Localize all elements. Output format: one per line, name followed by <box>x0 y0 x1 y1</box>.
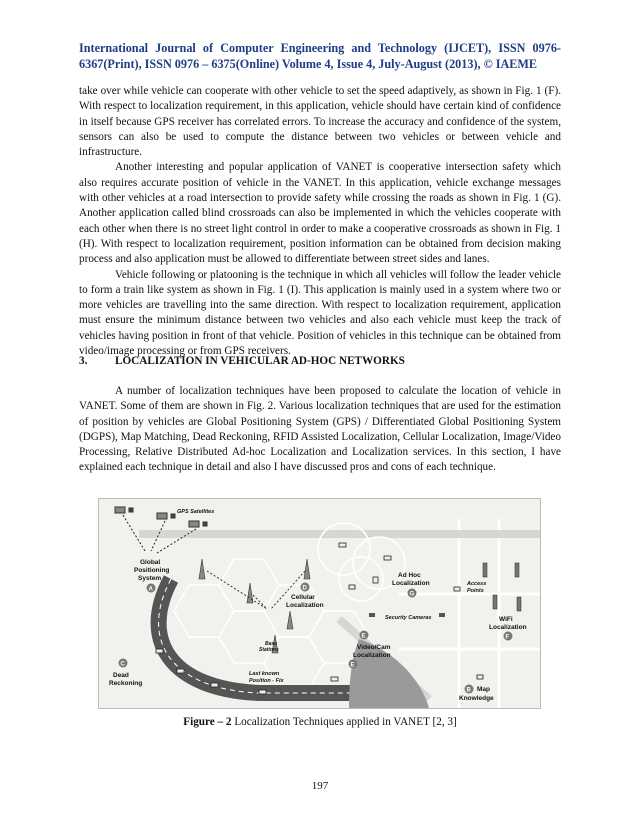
label-dead-1: Dead <box>113 672 129 679</box>
label-dead-2: Reckoning <box>109 680 143 687</box>
section-number: 3. <box>79 355 88 367</box>
section-heading <box>79 354 561 369</box>
label-cell-2: Localization <box>286 602 324 609</box>
section-title: LOCALIZATION IN VEHICULAR AD-HOC NETWORKS <box>115 355 405 367</box>
label-adhoc-2: Localization <box>392 580 430 587</box>
label-video-2: Localization <box>353 652 391 659</box>
label-map-2: Knowledge <box>459 695 494 702</box>
label-gps-2: Positioning <box>134 567 170 574</box>
paragraph-2: Another interesting and popular application of VANET is cooperative intersection safety which also requires accurate position of vehicle in the VANET. In this application, vehicle exchange messages with other vehicles at a road intersection to provide safety while crossing the roads as shown in Fig. 1 (G). Another application called blind crossroads can also be implemented in which the vehicles cooperate with each other when there is no street light control in order to make a cooperative crossroads as shown in Fig. 1 (H). With respect to localization requirement, position information can be obtained from decision making process and also application must be allowed to differentiate between street sides and lanes. <box>79 161 561 266</box>
label-map-1: Map <box>477 686 490 693</box>
label-last-2: Position - Fix <box>249 678 284 684</box>
street-grid <box>399 519 540 708</box>
label-base-1: Base <box>265 641 277 647</box>
label-gps-satellites: GPS Satellites <box>177 509 215 515</box>
section-paragraph: A number of localization techniques have been proposed to calculate the location of vehicle in VANET. Some of them are shown in Fig. 2. Various localization techniques that are used for the estimation of position by vehicles are Global Positioning System (GPS) / Differentiated Global Positioning System (DGPS), Map Matching, Dead Reckoning, RFID Assisted Localization, Cellular Localization, Image/Video Processing, Relative Distributed Ad-hoc Localization and Localization services. In this section, I have explained each technique in detail and also I have discussed pros and cons of each technique. <box>79 385 561 474</box>
label-gps-1: Global <box>140 559 161 566</box>
label-video-1: Video/Cam <box>357 644 391 651</box>
journal-header: International Journal of Computer Engineering and Technology (IJCET), ISSN 0976-6367(Print), ISSN 0976 – 6375(Online) Volume 4, Issue 4, July-August (2013), © IAEME <box>79 41 561 71</box>
label-wifi-2: Localization <box>489 624 527 631</box>
caption-text: Localization Techniques applied in VANET [2, 3] <box>231 716 457 728</box>
body-text <box>79 84 561 359</box>
label-gps-3: System <box>138 575 162 582</box>
label-access-1: Access <box>467 581 487 587</box>
label-last-1: Last known <box>249 671 280 677</box>
label-base-2: Stations <box>259 647 279 653</box>
paragraph-1: take over while vehicle can cooperate with other vehicle to set the speed adaptively, as shown in Fig. 1 (F). With respect to localization requirement, in this application, vehicle should have certain kind of confidence in itself because GPS receiver has correlated errors. To increase the accuracy and confidence of the system, sensors can also be used to compute the distance between two vehicles or between vehicle and infrastructure. <box>79 85 561 159</box>
label-adhoc-1: Ad Hoc <box>398 572 421 579</box>
label-cell-1: Cellular <box>291 594 315 601</box>
figure-caption <box>79 716 561 728</box>
label-gps-letter: A <box>148 586 153 593</box>
access-point-icons <box>483 563 521 611</box>
figure-illustration <box>99 499 540 708</box>
label-cell-letter: D <box>302 585 307 592</box>
label-map-letter: B <box>466 687 471 694</box>
label-adhoc-letter: G <box>409 591 415 598</box>
page-number: 197 <box>311 780 329 792</box>
label-video-letter-2: E <box>350 662 355 669</box>
label-wifi-1: WiFi <box>499 616 513 623</box>
caption-label: Figure – 2 <box>183 716 232 728</box>
label-security-cameras: Security Cameras <box>385 615 432 621</box>
label-access-2: Points <box>467 588 484 594</box>
label-dead-letter: C <box>120 661 125 668</box>
figure-localization-techniques <box>98 498 541 709</box>
label-video-letter: E <box>361 633 366 640</box>
label-wifi-letter: F <box>505 634 510 641</box>
paragraph-3: Vehicle following or platooning is the technique in which all vehicles will follow the leader vehicle to form a train like system as shown in Fig. 1 (I). This application is mainly used in a system where two or more vehicles are travelling into the same direction. With respect to localization requirement, application must ensure the minimum distance between two vehicles and also each vehicle must keep the track of vehicles having position in front of that vehicle. Position of vehicles in this technique can be obtained from video/image processing or from GPS receivers. <box>79 268 561 358</box>
